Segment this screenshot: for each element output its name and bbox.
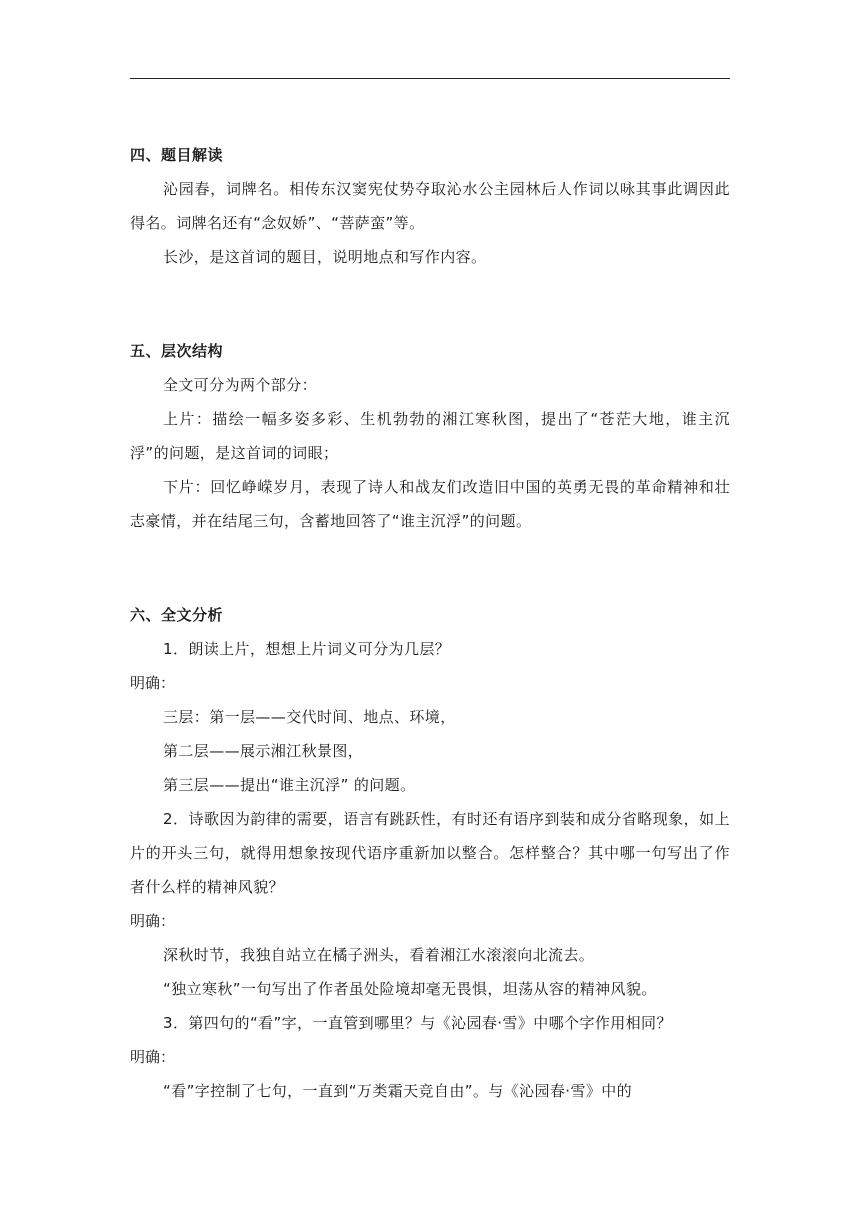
answer-label: 明确： (130, 674, 176, 692)
answer-line: 第三层——提出“谁主沉浮” 的问题。 (163, 776, 416, 794)
answer-line: 第二层——展示湘江秋景图， (163, 742, 364, 760)
question-2: 2．诗歌因为韵律的需要，语言有跳跃性，有时还有语序到装和成分省略现象，如上片的开头三句，就得用想象按现代语序重新加以整合。怎样整合？其中哪一句写出了作者什么样的精神风貌？ (130, 810, 730, 896)
section-heading-5: 五、层次结构 (130, 342, 224, 360)
question-1: 1．朗读上片，想想上片词义可分为几层？ (163, 640, 451, 658)
section-heading-4: 四、题目解读 (130, 146, 224, 164)
answer-line: “看”字控制了七句，一直到“万类霜天竞自由”。与《沁园春·雪》中的 (163, 1082, 633, 1100)
answer-line: 三层：第一层——交代时间、地点、环境， (163, 708, 456, 726)
paragraph: 全文可分为两个部分： (163, 376, 318, 394)
spacer (130, 572, 730, 598)
answer-label: 明确： (130, 1048, 176, 1066)
spacer (130, 308, 730, 334)
paragraph: 长沙，是这首词的题目，说明地点和写作内容。 (163, 248, 487, 266)
spacer (130, 274, 730, 308)
question-3: 3．第四句的“看”字，一直管到哪里？与《沁园春·雪》中哪个字作用相同？ (163, 1014, 672, 1032)
paragraph: 沁园春，词牌名。相传东汉窦宪仗势夺取沁水公主园林后人作词以咏其事此调因此得名。词牌名还有“念奴娇”、“菩萨蛮”等。 (130, 180, 730, 232)
answer-label: 明确： (130, 912, 176, 930)
document-body (130, 138, 730, 1108)
spacer (130, 538, 730, 572)
answer-line: 深秋时节，我独自站立在橘子洲头，看着湘江水滚滚向北流去。 (163, 946, 595, 964)
header-rule (130, 78, 730, 79)
paragraph: 下片：回忆峥嵘岁月，表现了诗人和战友们改造旧中国的英勇无畏的革命精神和壮志豪情，并在结尾三句，含蓄地回答了“谁主沉浮”的问题。 (130, 478, 730, 530)
section-heading-6: 六、全文分析 (130, 606, 224, 624)
paragraph: 上片：描绘一幅多姿多彩、生机勃勃的湘江寒秋图，提出了“苍茫大地，谁主沉浮”的问题，是这首词的词眼； (130, 410, 730, 462)
answer-line: “独立寒秋”一句写出了作者虽处险境却毫无畏惧，坦荡从容的精神风貌。 (163, 980, 657, 998)
